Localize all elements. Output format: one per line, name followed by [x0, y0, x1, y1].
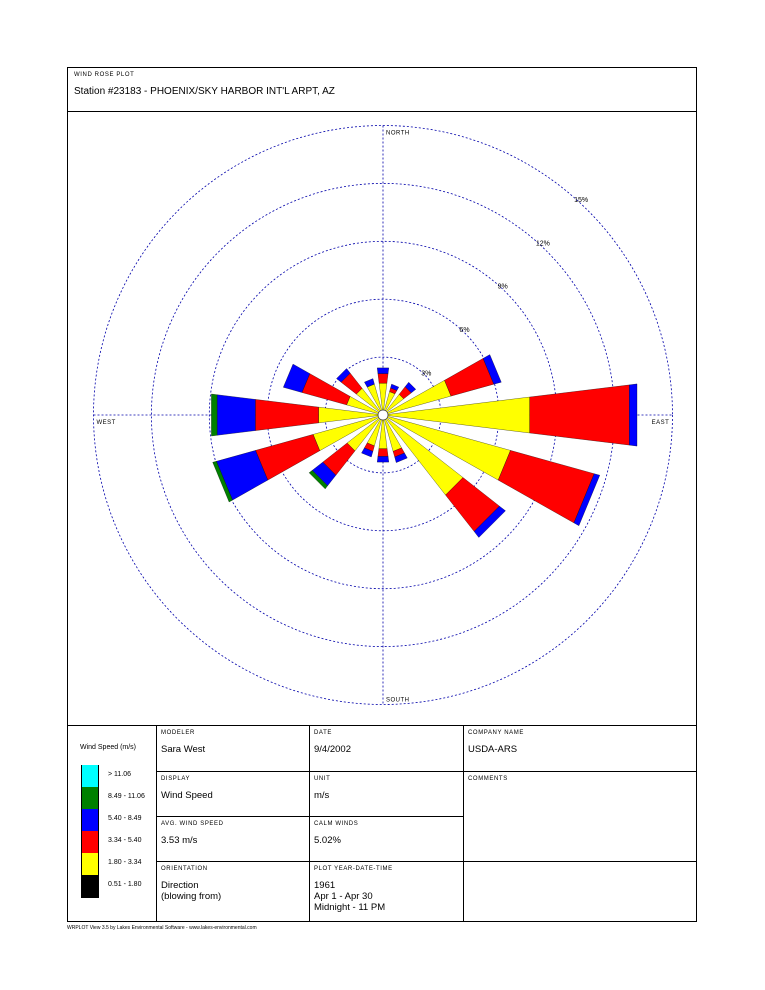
unit-value: m/s [314, 790, 330, 801]
legend-label: 3.34 - 5.40 [108, 837, 142, 844]
petal-W-bin-3 [217, 395, 255, 436]
display-cell [157, 772, 309, 816]
legend-label: 5.40 - 8.49 [108, 815, 142, 822]
legend-label: 1.80 - 3.34 [108, 859, 142, 866]
orientation-label: ORIENTATION [161, 866, 208, 872]
avg-speed-cell [157, 817, 309, 861]
ring-label-3: 3% [421, 370, 432, 378]
legend-item [81, 853, 161, 875]
wind-petals [211, 355, 637, 538]
info-table [68, 725, 696, 921]
avg-speed-label: AVG. WIND SPEED [161, 821, 224, 827]
orientation-line1: Direction [161, 880, 199, 891]
compass-label-north: NORTH [386, 130, 410, 137]
legend-item [81, 787, 161, 809]
plot-time-year: 1961 [314, 880, 336, 891]
avg-speed-value: 3.53 m/s [161, 835, 198, 846]
compass-label-west: WEST [96, 420, 116, 426]
company-cell [464, 726, 696, 771]
legend-swatch [81, 765, 99, 787]
ring-label-9: 9% [497, 283, 508, 291]
unit-cell [310, 772, 463, 816]
legend-panel [68, 726, 156, 922]
plot-time-cell [310, 862, 463, 922]
petal-E-bin-2 [530, 385, 630, 445]
wind-rose-chart [68, 112, 696, 725]
petal-E-bin-3 [629, 384, 637, 446]
petal-S-bin-3 [377, 456, 389, 462]
display-label: DISPLAY [161, 776, 191, 782]
legend-swatch [81, 809, 99, 831]
modeler-label: MODELER [161, 730, 195, 736]
date-value: 9/4/2002 [314, 744, 351, 755]
comments-label: COMMENTS [468, 776, 508, 782]
report-header [68, 68, 696, 112]
legend-swatch [81, 787, 99, 809]
calm-circle [378, 410, 388, 420]
orientation-cell [157, 862, 309, 922]
petal-N-bin-2 [378, 374, 388, 384]
wind-rose-report [67, 67, 697, 922]
unit-label: UNIT [314, 776, 331, 782]
legend-swatch [81, 875, 99, 897]
company-value: USDA-ARS [468, 744, 518, 755]
calm-value: 5.02% [314, 835, 341, 846]
modeler-value: Sara West [161, 744, 206, 755]
plot-time-dates: Apr 1 - Apr 30 [314, 891, 373, 902]
ring-label-12: 12% [535, 240, 550, 248]
legend-label: 0.51 - 1.80 [108, 881, 142, 888]
ring-label-6: 6% [459, 327, 470, 335]
date-cell [310, 726, 463, 771]
legend-item [81, 765, 161, 787]
modeler-cell [157, 726, 309, 771]
compass-label-south: SOUTH [386, 697, 410, 704]
legend-item [81, 875, 161, 897]
compass-label-east: EAST [651, 420, 670, 426]
company-label: COMPANY NAME [468, 730, 524, 736]
petal-S-bin-2 [378, 449, 388, 457]
wind-rose-plot-area [68, 112, 696, 725]
legend-item [81, 831, 161, 853]
software-footer: WRPLOT View 3.5 by Lakes Environmental Software - www.lakes-environmental.com [67, 925, 257, 931]
legend-swatch [81, 853, 99, 875]
orientation-line2: (blowing from) [161, 891, 222, 902]
plot-time-hours: Midnight - 11 PM [314, 902, 386, 913]
legend-label: > 11.06 [108, 771, 132, 778]
date-label: DATE [314, 730, 332, 736]
ring-label-15: 15% [574, 196, 589, 204]
legend-label: 8.49 - 11.06 [108, 793, 145, 800]
display-value: Wind Speed [161, 790, 213, 801]
petal-W-bin-2 [255, 399, 318, 430]
legend-title: Wind Speed (m/s) [80, 744, 137, 751]
comments-cell [464, 772, 696, 861]
plot-time-label: PLOT YEAR-DATE-TIME [314, 866, 393, 872]
petal-W-bin-4 [211, 394, 217, 436]
station-title: Station #23183 - PHOENIX/SKY HARBOR INT'L ARPT, AZ [74, 86, 335, 97]
plot-kind-label: WIND ROSE PLOT [74, 72, 135, 78]
legend-swatch [81, 831, 99, 853]
calm-label: CALM WINDS [314, 821, 359, 827]
petal-N-bin-3 [377, 368, 389, 374]
calm-cell [310, 817, 463, 861]
legend-item [81, 809, 161, 831]
